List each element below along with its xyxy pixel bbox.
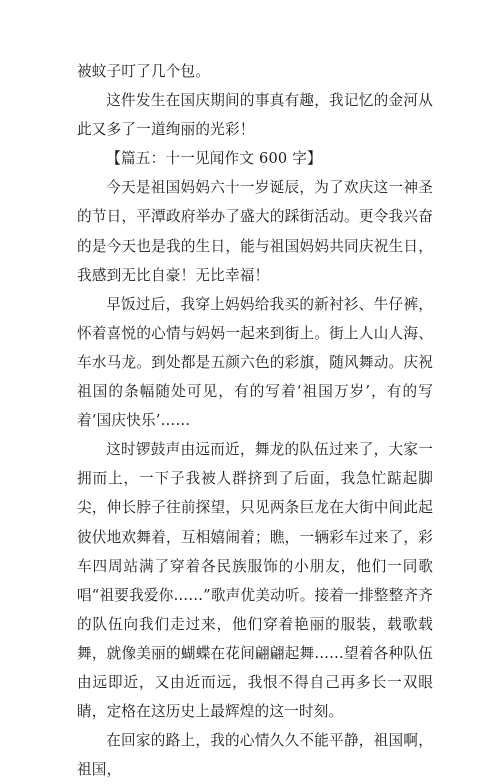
paragraph-closing: 这件发生在国庆期间的事真有趣，我记忆的金河从此又多了一道绚丽的光彩！ <box>77 92 433 139</box>
paragraph-intro: 今天是祖国妈妈六十一岁诞辰，为了欢庆这一神圣的节日，平潭政府举办了盛大的踩街活动。更令我兴奋的是今天也是我的生日，能与祖国妈妈共同庆祝生日，我感到无比自豪！无比幸福！ <box>77 179 433 284</box>
paragraph-morning: 早饭过后，我穿上妈妈给我买的新衬衫、牛仔裤，怀着喜悦的心情与妈妈一起来到街上。街上人山人海、车水马龙。到处都是五颜六色的彩旗，随风舞动。庆祝祖国的条幅随处可见，有的写着‘祖国万岁’，有的写着‘国庆快乐’…… <box>77 295 433 430</box>
paragraph-return: 在回家的路上，我的心情久久不能平静，祖国啊，祖国， <box>77 732 433 779</box>
document-body <box>77 57 433 784</box>
paragraph-continuation: 被蚊子叮了几个包。 <box>77 63 211 80</box>
paragraph-parade: 这时锣鼓声由远而近，舞龙的队伍过来了，大家一拥而上，一下子我被人群挤到了后面，我急忙踮起脚尖，伸长脖子往前探望，只见两条巨龙在大街中间此起彼伏地欢舞着，互相嬉闹着；瞧，一辆彩车过来了，彩车四周站满了穿着各民族服饰的小朋友，他们一同歌唱“祖要我爱你……”歌声优美动听。接着一排整整齐齐的队伍向我们走过来，他们穿着艳丽的服装，载歌载舞，就像美丽的蝴蝶在花间翩翩起舞……望着各种队伍由远即近，又由近而远，我恨不得自己再多长一双眼睛，定格在这历史上最辉煌的这一时刻。 <box>77 441 433 721</box>
section-heading: 【篇五：十一见闻作文 600 字】 <box>106 150 322 168</box>
